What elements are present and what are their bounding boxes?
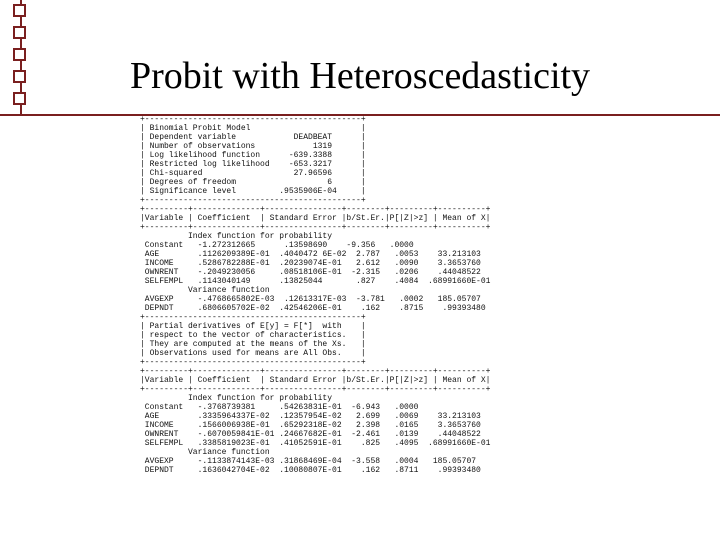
output-line: Index function for probability bbox=[140, 394, 333, 403]
output-line: |Variable | Coefficient | Standard Error |b/St.Er.|P[|Z|>z] | Mean of X| bbox=[140, 376, 491, 385]
output-line: Variance function bbox=[140, 448, 270, 457]
output-line: AGE .3335964337E-02 .12357954E-02 2.699 .0069 33.213103 bbox=[140, 412, 481, 421]
output-line: | Binomial Probit Model | bbox=[140, 124, 366, 133]
square-bullet-icon bbox=[13, 26, 26, 39]
output-line: SELFEMPL .3385819023E-01 .41052591E-01 .825 .4095 .68991660E-01 bbox=[140, 439, 491, 448]
output-line: +---------------------------------------------+ bbox=[140, 115, 366, 124]
output-line: | Dependent variable DEADBEAT | bbox=[140, 133, 366, 142]
output-line: | Significance level .9535906E-04 | bbox=[140, 187, 366, 196]
output-line: +---------+--------------+----------------+--------+---------+----------+ bbox=[140, 385, 491, 394]
output-line: Variance function bbox=[140, 286, 270, 295]
output-line: +---------+--------------+----------------+--------+---------+----------+ bbox=[140, 367, 491, 376]
output-line: OWNRENT -.2049230056 .08518106E-01 -2.315 .0206 .44048522 bbox=[140, 268, 481, 277]
output-line: Constant -1.272312665 .13598690 -9.356 .0000 bbox=[140, 241, 414, 250]
output-line: Index function for probability bbox=[140, 232, 333, 241]
output-line: AGE .1126209389E-01 .4040472 6E-02 2.787 .0053 33.213103 bbox=[140, 250, 481, 259]
output-line: INCOME .1566006938E-01 .65292318E-02 2.398 .0165 3.3653760 bbox=[140, 421, 481, 430]
output-line: AVGEXP -.4768665802E-03 .12613317E-03 -3.781 .0002 185.05707 bbox=[140, 295, 481, 304]
output-line: DEPNDT .6806605702E-02 .42546206E-01 .162 .8715 .99393480 bbox=[140, 304, 486, 313]
slide-title: Probit with Heteroscedasticity bbox=[129, 55, 591, 97]
output-line: | Restricted log likelihood -653.3217 | bbox=[140, 160, 366, 169]
output-line: +---------------------------------------------+ bbox=[140, 358, 366, 367]
output-line: |Variable | Coefficient | Standard Error |b/St.Er.|P[|Z|>z] | Mean of X| bbox=[140, 214, 491, 223]
square-bullet-icon bbox=[13, 4, 26, 17]
output-line: Constant -.3768739381 .54263831E-01 -6.943 .0000 bbox=[140, 403, 419, 412]
output-line: AVGEXP -.1133874143E-03 .31868469E-04 -3.558 .0004 185.05707 bbox=[140, 457, 477, 466]
output-line: | Chi-squared 27.96596 | bbox=[140, 169, 366, 178]
output-line: OWNRENT -.6070059841E-01 .24667682E-01 -2.461 .0139 .44048522 bbox=[140, 430, 481, 439]
output-line: +---------------------------------------------+ bbox=[140, 196, 366, 205]
output-line: INCOME .5286782288E-01 .20239074E-01 2.612 .0090 3.3653760 bbox=[140, 259, 481, 268]
output-line: | Partial derivatives of E[y] = F[*] with | bbox=[140, 322, 366, 331]
output-line: +---------------------------------------------+ bbox=[140, 313, 366, 322]
output-line: | Degrees of freedom 6 | bbox=[140, 178, 366, 187]
probit-output-listing bbox=[140, 115, 580, 535]
output-line: | They are computed at the means of the Xs. | bbox=[140, 340, 366, 349]
output-line: | Log likelihood function -639.3388 | bbox=[140, 151, 366, 160]
output-line: DEPNDT .1636042704E-02 .10080807E-01 .162 .8711 .99393480 bbox=[140, 466, 481, 475]
output-line: +---------+--------------+----------------+--------+---------+----------+ bbox=[140, 223, 491, 232]
output-line: | Number of observations 1319 | bbox=[140, 142, 366, 151]
output-line: | respect to the vector of characteristics. | bbox=[140, 331, 366, 340]
output-line: | Observations used for means are All Obs. | bbox=[140, 349, 366, 358]
output-line: +---------+--------------+----------------+--------+---------+----------+ bbox=[140, 205, 491, 214]
output-line: SELFEMPL .1143040149 .13825044 .827 .4084 .68991660E-01 bbox=[140, 277, 491, 286]
